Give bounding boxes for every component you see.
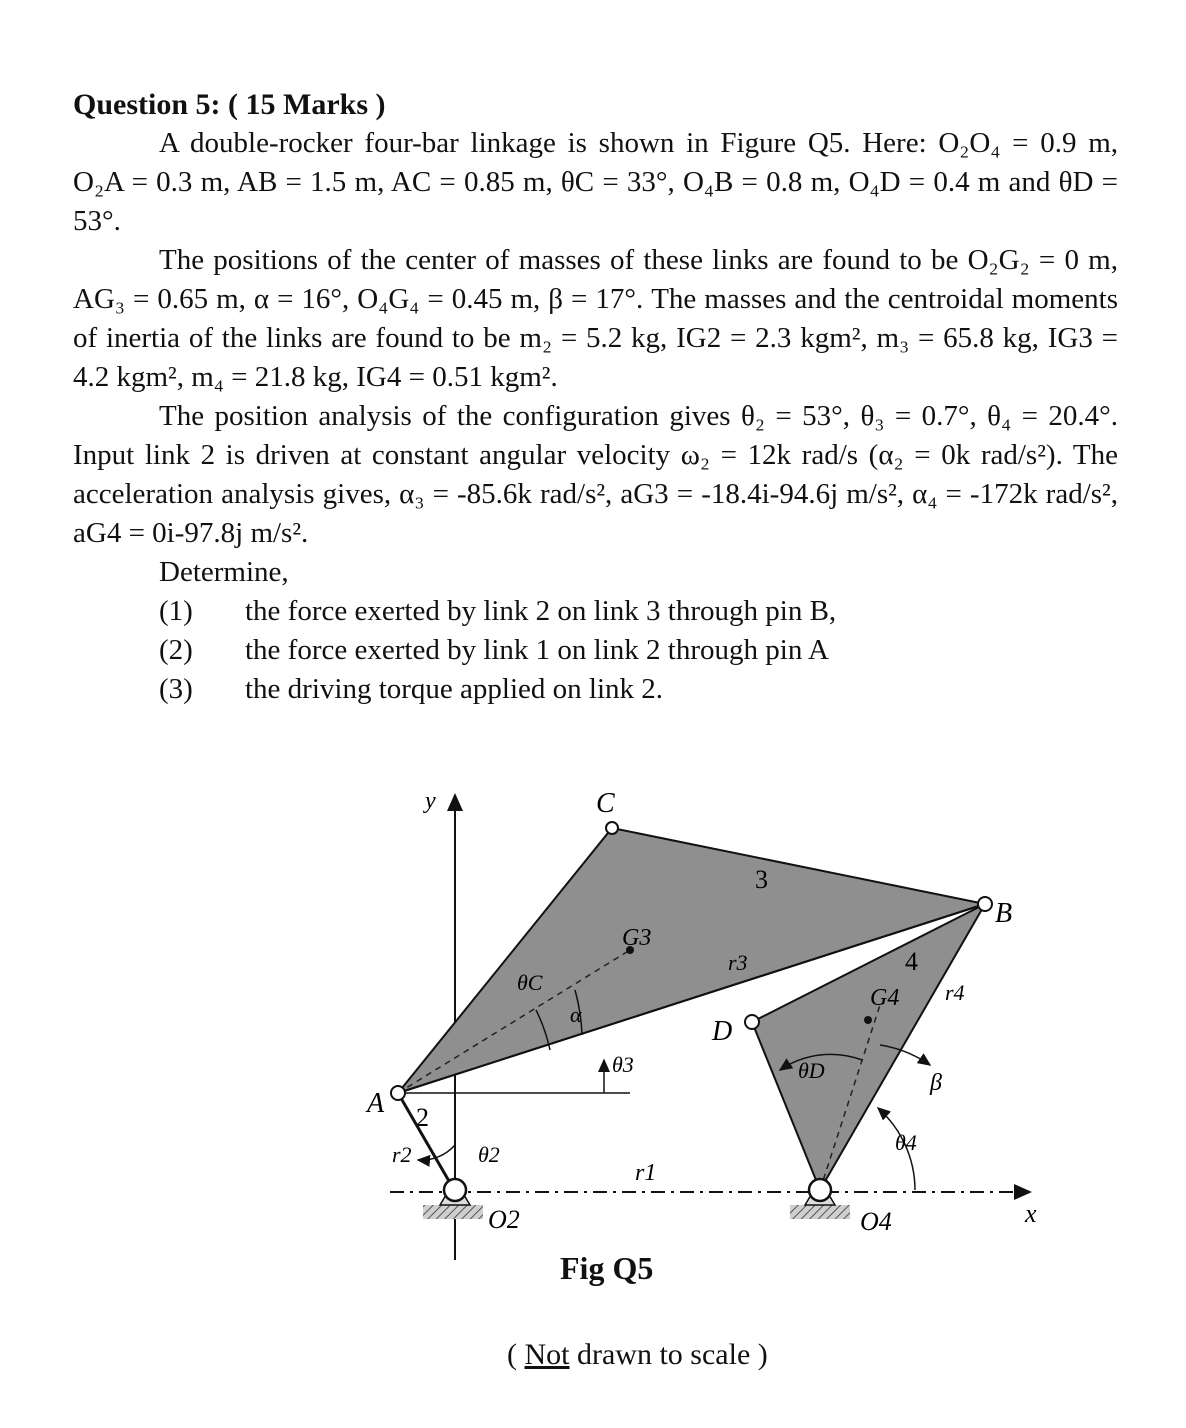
- joint-a: [391, 1086, 405, 1100]
- paragraph-kinematics: The position analysis of the configuration gives θ₂ = 53°, θ₃ = 0.7°, θ₄ = 20.4°. Input link 2 is driven at constant angular velocity ω₂ = 12k rad/s (α₂ = 0k rad/s²). The acceleration analysis gives, α₃ = -85.6k rad/s², aG3 = -18.4i-94.6j m/s², α₄ = -172k rad/s², aG4 = 0i-97.8j m/s².: [73, 400, 1118, 549]
- determine-heading: Determine,: [159, 556, 289, 588]
- label-link-4: 4: [905, 947, 918, 976]
- label-beta: β: [930, 1070, 942, 1096]
- center-g4: [864, 1016, 872, 1024]
- label-c: C: [596, 788, 615, 819]
- label-b: B: [995, 898, 1013, 929]
- point-d: [745, 1015, 759, 1029]
- joint-b: [978, 897, 992, 911]
- task-text: the force exerted by link 1 on link 2 through pin A: [245, 634, 829, 666]
- label-theta-c: θC: [517, 970, 543, 995]
- label-g3: G3: [622, 925, 652, 951]
- scale-note-open: (: [507, 1338, 525, 1371]
- task-text: the driving torque applied on link 2.: [245, 673, 664, 705]
- task-number: (2): [159, 634, 193, 666]
- paragraph-mass-properties: The positions of the center of masses of these links are found to be O₂G₂ = 0 m, AG₃ = 0.65 m, α = 16°, O₄G₄ = 0.45 m, β = 17°. The masses and the centroidal moments of inertia of the links are found to be m₂ = 5.2 kg, IG2 = 2.3 kgm², m₃ = 65.8 kg, IG3 = 4.2 kgm², m₄ = 21.8 kg, IG4 = 0.51 kgm².: [73, 244, 1118, 393]
- label-theta-d: θD: [798, 1058, 825, 1083]
- label-link-3: 3: [755, 865, 768, 894]
- label-r3: r3: [728, 950, 748, 975]
- label-o2: O2: [488, 1205, 520, 1234]
- label-r2: r2: [392, 1142, 412, 1167]
- pivot-o4: [809, 1179, 831, 1201]
- label-link-2: 2: [416, 1103, 429, 1132]
- pivot-o2: [444, 1179, 466, 1201]
- point-c: [606, 822, 618, 834]
- task-text: the force exerted by link 2 on link 3 through pin B,: [245, 595, 837, 627]
- label-theta-4: θ4: [895, 1130, 917, 1155]
- y-axis-label: y: [425, 788, 436, 814]
- label-theta-3: θ3: [612, 1052, 634, 1077]
- scale-note-underlined: Not: [524, 1338, 570, 1371]
- ground-o2-hatch: [423, 1205, 483, 1219]
- label-theta-2: θ2: [478, 1142, 500, 1167]
- label-alpha: α: [570, 1002, 582, 1027]
- label-o4: O4: [860, 1207, 892, 1236]
- paragraph-given-dimensions: A double-rocker four-bar linkage is shown in Figure Q5. Here: O₂O₄ = 0.9 m, O₂A = 0.3 m, AB = 1.5 m, AC = 0.85 m, θC = 33°, O₄B = 0.8 m, O₄D = 0.4 m and θD = 53°.: [73, 127, 1118, 237]
- x-axis-label: x: [1025, 1199, 1037, 1228]
- scale-note-rest: drawn to scale ): [569, 1338, 768, 1371]
- scale-note: [507, 1338, 768, 1372]
- task-number: (3): [159, 673, 193, 705]
- label-r1: r1: [635, 1160, 657, 1186]
- label-a: A: [367, 1088, 385, 1119]
- label-d: D: [712, 1016, 733, 1047]
- theta-2-arc: [418, 1145, 455, 1160]
- figure-caption: Fig Q5: [560, 1250, 654, 1286]
- ground-o4-hatch: [790, 1205, 850, 1219]
- question-title: Question 5: ( 15 Marks ): [73, 88, 386, 121]
- label-r4: r4: [945, 980, 965, 1005]
- label-g4: G4: [870, 985, 900, 1011]
- task-number: (1): [159, 595, 193, 627]
